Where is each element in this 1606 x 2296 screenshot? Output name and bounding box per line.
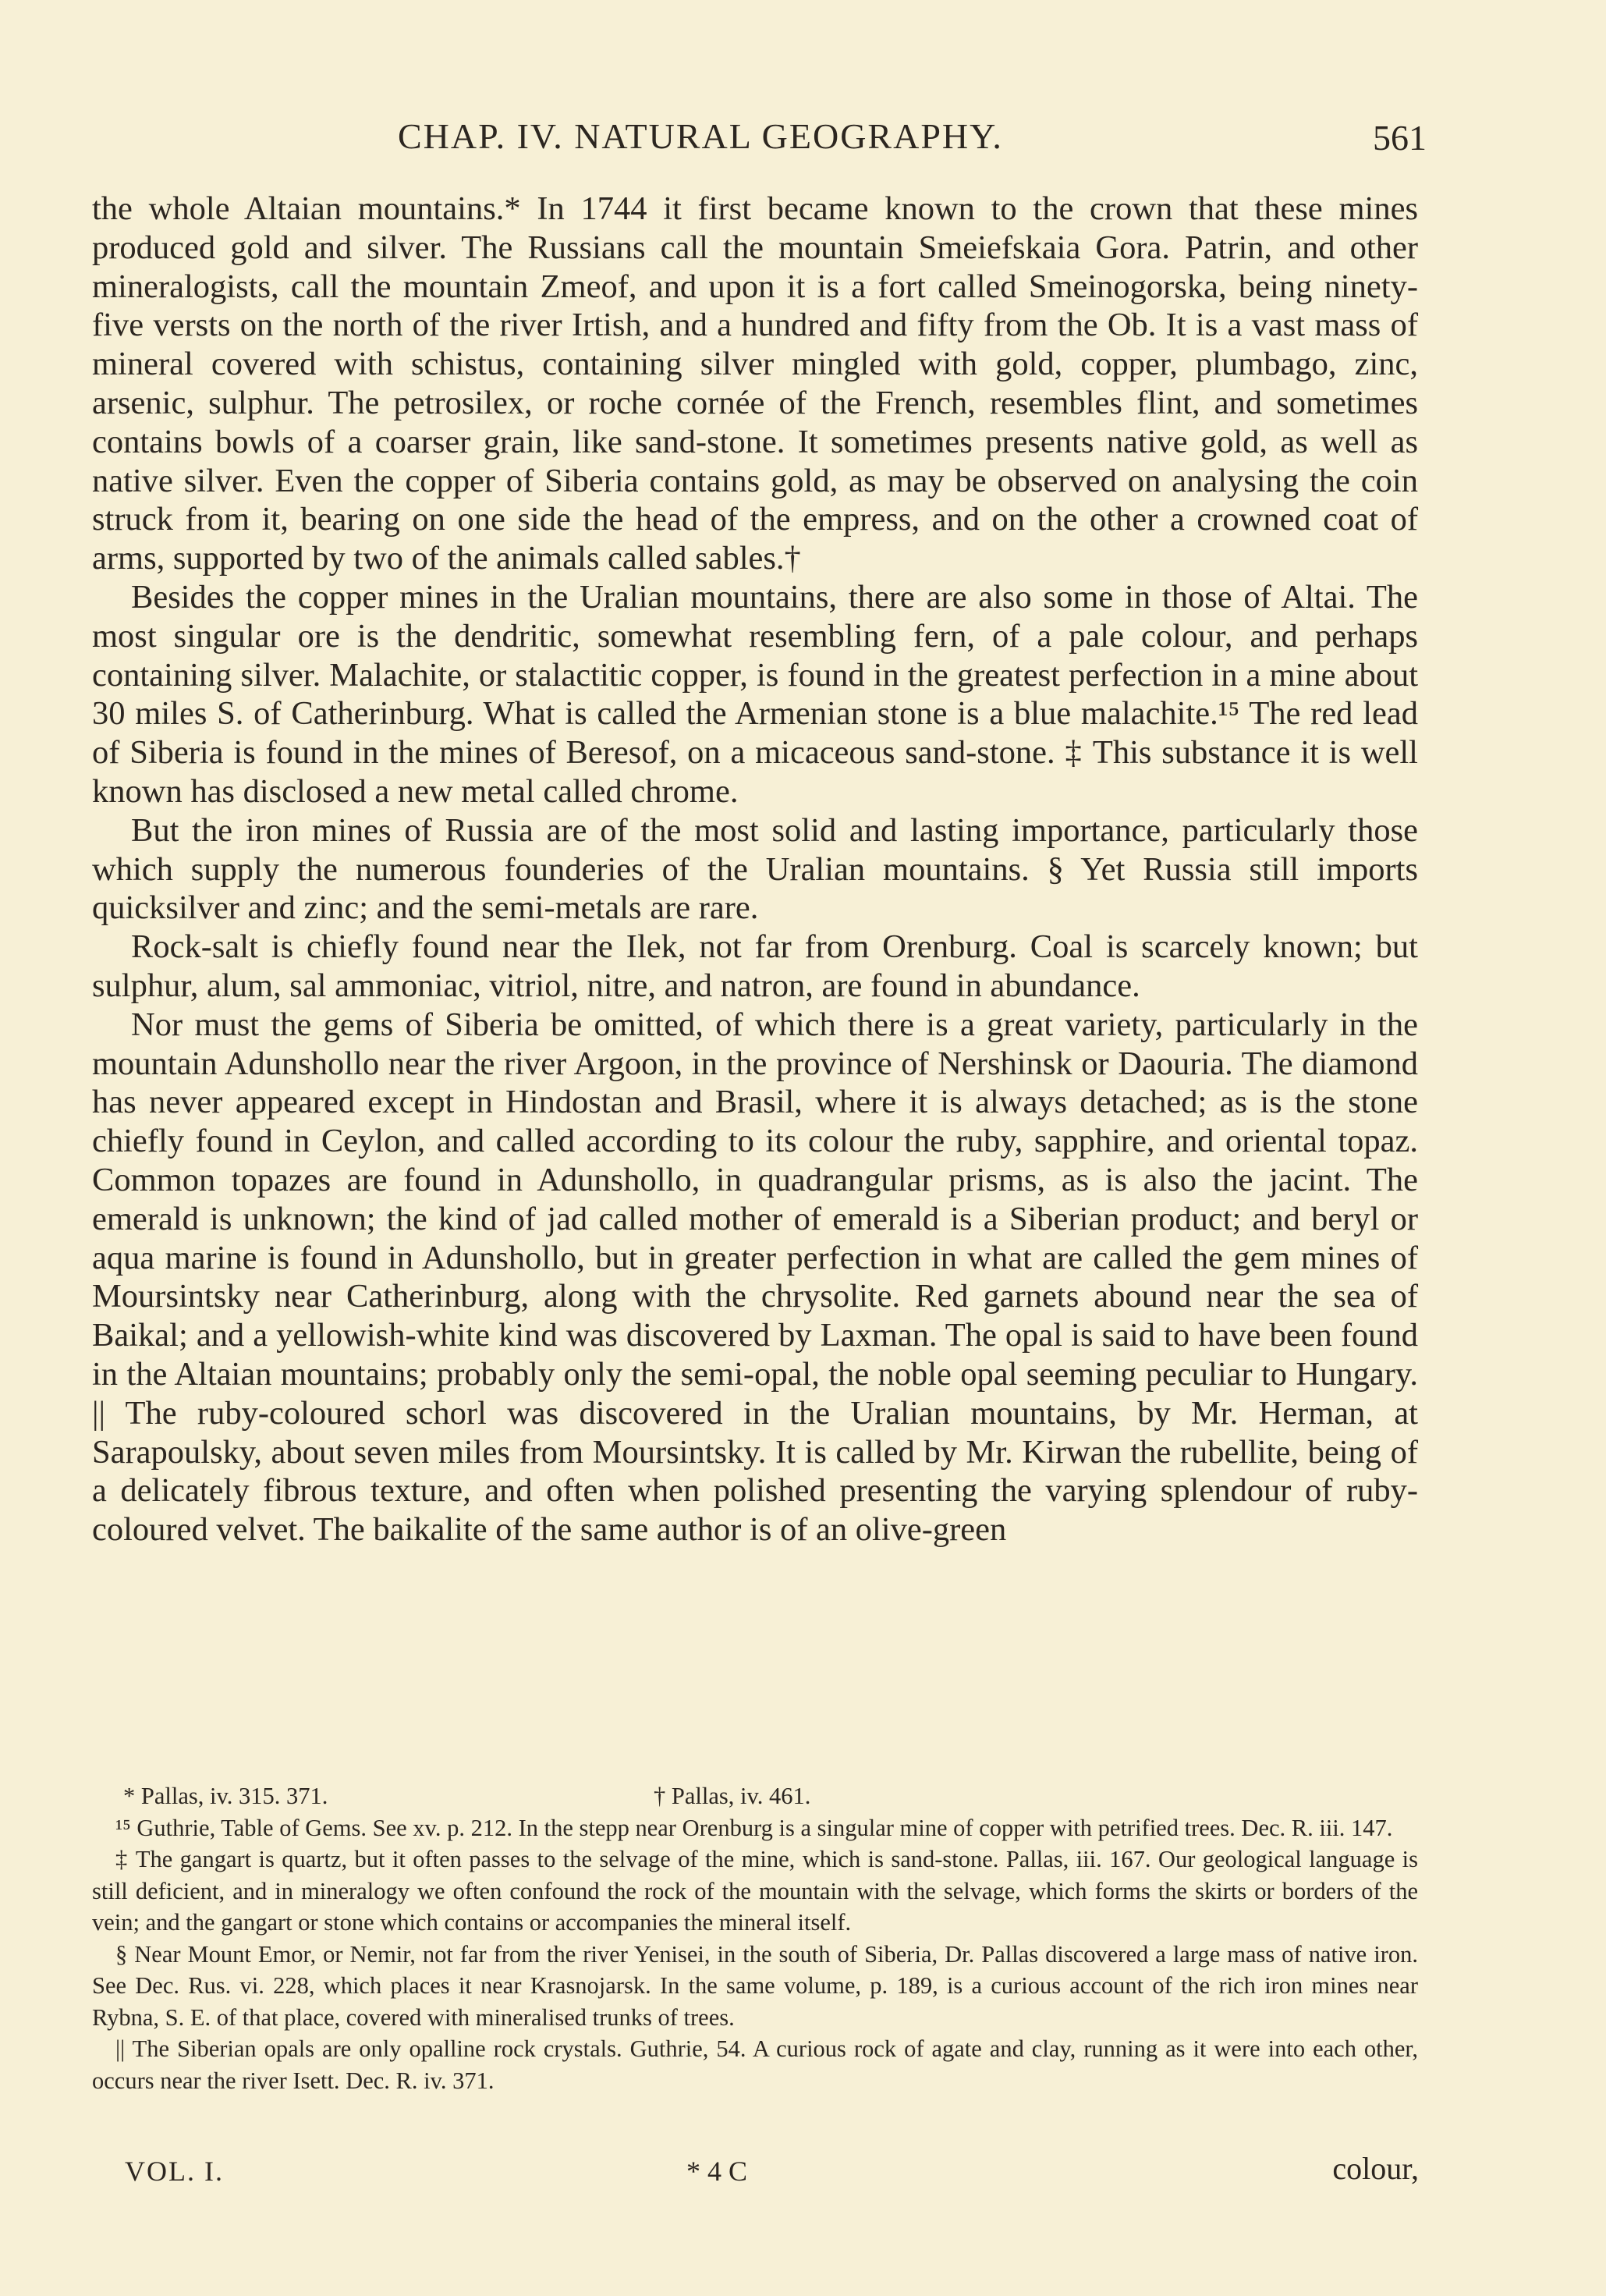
running-header (0, 115, 1606, 162)
main-text (92, 190, 1418, 1549)
footnote-row (92, 1780, 1418, 1812)
volume-label: VOL. I. (125, 2156, 224, 2187)
footnote-15: ¹⁵ Guthrie, Table of Gems. See xv. p. 212. In the stepp near Orenburg is a singular mine of copper with petrified trees. Dec. R. iii. 147. (115, 1814, 1393, 1841)
chapter-title: CHAP. IV. NATURAL GEOGRAPHY. (398, 116, 1003, 156)
signature-mark: * 4 C (686, 2156, 748, 2187)
footnote-parallel: || The Siberian opals are only opalline rock crystals. Guthrie, 54. A curious rock of agate and clay, running as it were into each other, occurs near the river Isett. Dec. R. iv. 371. (92, 2035, 1418, 2094)
paragraph: the whole Altaian mountains.* In 1744 it first became known to the crown that these mines produced gold and silver. The Russians call the mountain Smeiefskaia Gora. Patrin, and other mineralogists, call the mountain Zmeof, and upon it is a fort called Smeinogorska, being ninety-five versts on the north of the river Irtish, and a hundred and fifty from the Ob. It is a vast mass of mineral covered with schistus, containing silver mingled with gold, copper, plumbago, zinc, arsenic, sulphur. The petrosilex, or roche cornée of the French, resembles flint, and sometimes contains bowls of a coarser grain, like sand-stone. It sometimes presents native gold, as well as native silver. Even the copper of Siberia contains gold, as may be observed on analysing the coin struck from it, bearing on one side the head of the empress, and on the other a crowned coat of arms, supported by two of the animals called sables.† (92, 190, 1418, 577)
paragraph: But the iron mines of Russia are of the most solid and lasting importance, particularly those which supply the numerous founderies of the Uralian mountains. § Yet Russia still imports quicksilver and zinc; and the semi-metals are rare. (92, 811, 1418, 927)
footnote-ddagger: ‡ The gangart is quartz, but it often passes to the selvage of the mine, which is sand-stone. Pallas, iii. 167. Our geological language is still deficient, and in mineralogy we often confound the rock of the mountain with the selvage, which forms the skirts or borders of the vein; and the gangart or stone which contains or accompanies the mineral itself. (92, 1846, 1418, 1936)
page-footer (0, 2151, 1606, 2194)
footnote-dagger: † Pallas, iv. 461. (654, 1783, 811, 1809)
footnotes (92, 1780, 1418, 2096)
paragraph: Besides the copper mines in the Uralian mountains, there are also some in those of Altai. The most singular ore is the dendritic, somewhat resembling fern, of a pale colour, and perhaps containing silver. Malachite, or stalactitic copper, is found in the greatest perfection in a mine about 30 miles S. of Catherinburg. What is called the Armenian stone is a blue malachite.¹⁵ The red lead of Siberia is found in the mines of Beresof, on a micaceous sand-stone. ‡ This substance it is well known has disclosed a new metal called chrome. (92, 578, 1418, 810)
footnote-section: § Near Mount Emor, or Nemir, not far from the river Yenisei, in the south of Siberia, Dr. Pallas discovered a large mass of native iron. See Dec. Rus. vi. 228, which places it near Krasnojarsk. In the same volume, p. 189, is a curious account of the rich iron mines near Rybna, S. E. of that place, covered with mineralised trunks of trees. (92, 1940, 1418, 2031)
paragraph: Rock-salt is chiefly found near the Ilek, not far from Orenburg. Coal is scarcely known; but sulphur, alum, sal ammoniac, vitriol, nitre, and natron, are found in abundance. (92, 928, 1418, 1004)
paragraph: Nor must the gems of Siberia be omitted, of which there is a great variety, particularly in the mountain Adunshollo near the river Argoon, in the province of Nershinsk or Daouria. The diamond has never appeared except in Hindostan and Brasil, where it is always detached; as is the stone chiefly found in Ceylon, and called according to its colour the ruby, sapphire, and oriental topaz. Common topazes are found in Adunshollo, in quadrangular prisms, as is also the jacint. The emerald is unknown; the kind of jad called mother of emerald is a Siberian product; and beryl or aqua marine is found in Adunshollo, but in greater perfection in what are called the gem mines of Moursintsky near Catherinburg, along with the chrysolite. Red garnets abound near the sea of Baikal; and a yellowish-white kind was discovered by Laxman. The opal is said to have been found in the Altaian mountains; probably only the semi-opal, the noble opal seeming peculiar to Hungary. || The ruby-coloured schorl was discovered in the Uralian mountains, by Mr. Herman, at Sarapoulsky, about seven miles from Moursintsky. It is called by Mr. Kirwan the rubellite, being of a delicately fibrous texture, and often when polished presenting the varying splendour of ruby-coloured velvet. The baikalite of the same author is of an olive-green (92, 1006, 1418, 1549)
catchword: colour, (1332, 2151, 1419, 2186)
footnote-star: * Pallas, iv. 315. 371. (123, 1783, 328, 1809)
page-number: 561 (1373, 118, 1427, 158)
